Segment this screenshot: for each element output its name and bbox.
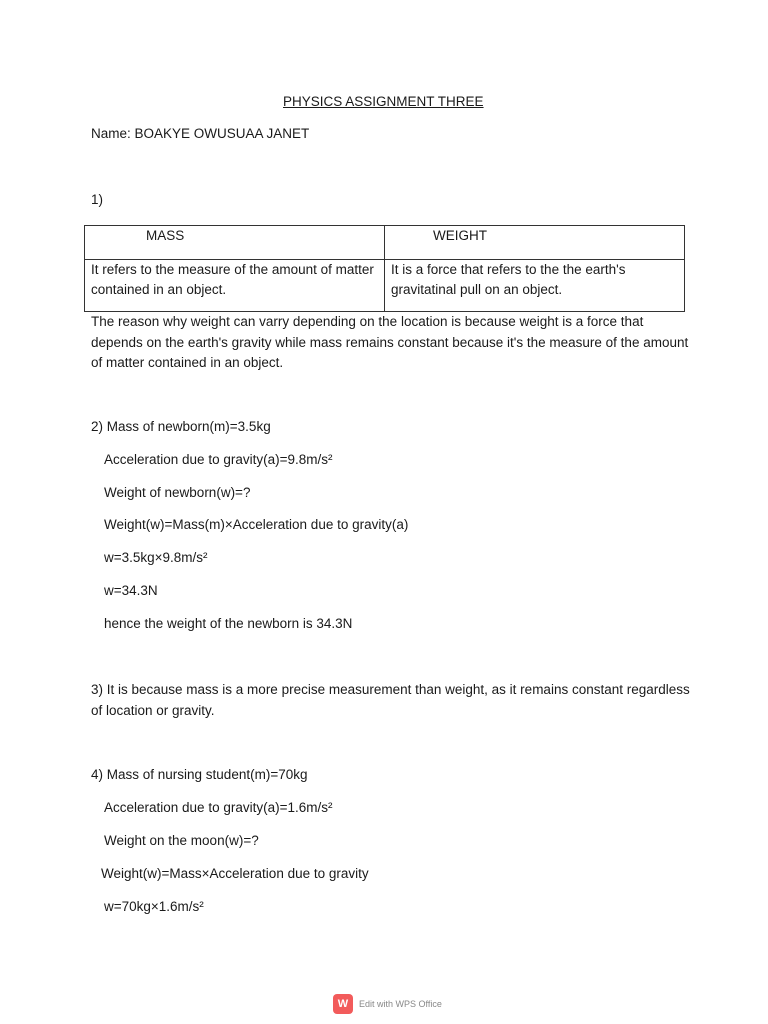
wps-logo-icon: W: [333, 994, 353, 1014]
header-mass: MASS: [146, 228, 185, 243]
q2-line: Weight(w)=Mass(m)×Acceleration due to gravity(a): [104, 517, 409, 532]
wps-watermark-text: Edit with WPS Office: [359, 999, 442, 1009]
question-2-heading: 2) Mass of newborn(m)=3.5kg: [91, 419, 271, 434]
q2-answer: hence the weight of the newborn is 34.3N: [104, 616, 353, 631]
q4-line: w=70kg×1.6m/s²: [104, 899, 204, 914]
q4-line: Acceleration due to gravity(a)=1.6m/s²: [104, 800, 333, 815]
document-title: PHYSICS ASSIGNMENT THREE: [283, 94, 484, 109]
q2-line: w=34.3N: [104, 583, 158, 598]
student-name: Name: BOAKYE OWUSUAA JANET: [91, 126, 310, 141]
table-header-row: [85, 226, 685, 260]
mass-definition: It refers to the measure of the amount of matter contained in an object.: [85, 260, 385, 312]
question-4-heading: 4) Mass of nursing student(m)=70kg: [91, 767, 308, 782]
header-weight: WEIGHT: [433, 228, 487, 243]
table-header-cell: [85, 226, 385, 260]
q2-line: Acceleration due to gravity(a)=9.8m/s²: [104, 452, 333, 467]
wps-watermark[interactable]: [333, 994, 442, 1014]
q2-line: Weight of newborn(w)=?: [104, 485, 251, 500]
question-1-explanation: The reason why weight can varry depending on the location is because weight is a force that depends on the earth's gravity while mass remains constant because it's the measure of the amount of matter contained in an object.: [91, 314, 689, 370]
question-3-answer: 3) It is because mass is a more precise measurement than weight, as it remains constant regardless of location or gravity.: [91, 682, 690, 718]
q2-line: w=3.5kg×9.8m/s²: [104, 550, 208, 565]
table-header-cell: [385, 226, 685, 260]
q4-line: Weight(w)=Mass×Acceleration due to gravity: [101, 866, 369, 881]
question-1-label: 1): [91, 192, 104, 207]
table-row: [85, 260, 685, 312]
mass-weight-table: [84, 225, 685, 312]
weight-definition: It is a force that refers to the the earth's gravitatinal pull on an object.: [385, 260, 685, 312]
q4-line: Weight on the moon(w)=?: [104, 833, 259, 848]
